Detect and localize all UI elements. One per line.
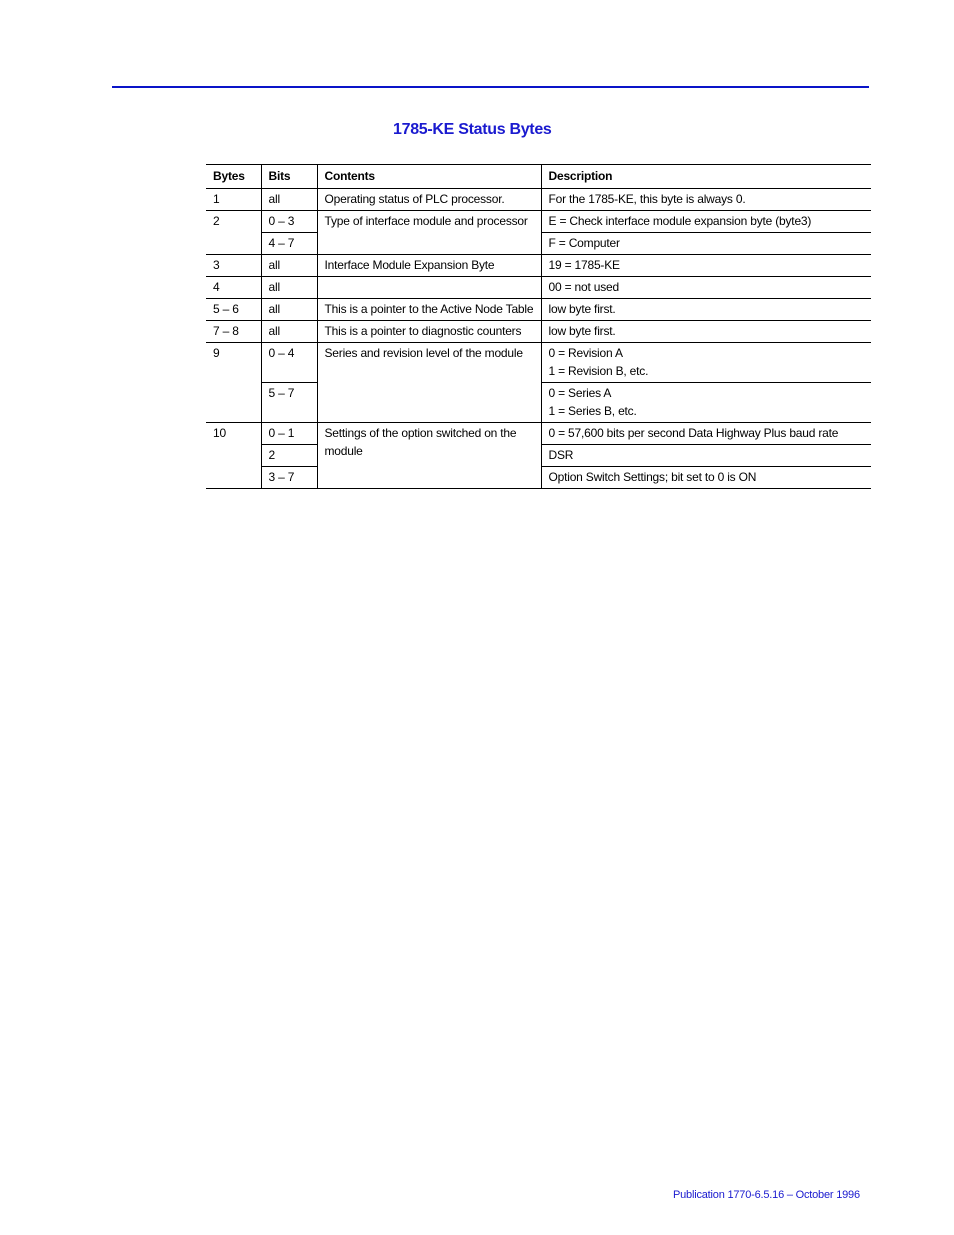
- status-bytes-table: [206, 164, 871, 489]
- header-rule: [112, 86, 869, 88]
- cell-contents: Type of interface module and processor: [317, 211, 541, 255]
- description-line: 0 = Series A: [548, 386, 612, 400]
- cell-contents: Interface Module Expansion Byte: [317, 255, 541, 277]
- cell-description: Option Switch Settings; bit set to 0 is ON: [541, 467, 871, 489]
- cell-contents: Operating status of PLC processor.: [317, 189, 541, 211]
- description-line: 0 = Revision A: [548, 346, 623, 360]
- table-header-row: [206, 165, 871, 189]
- cell-bits: 0 – 4: [261, 343, 317, 383]
- cell-contents: This is a pointer to the Active Node Table: [317, 299, 541, 321]
- cell-description: low byte first.: [541, 321, 871, 343]
- cell-bytes: 3: [206, 255, 261, 277]
- publication-footer: Publication 1770-6.5.16 – October 1996: [673, 1189, 860, 1201]
- cell-description: E = Check interface module expansion byte (byte3): [541, 211, 871, 233]
- cell-bits: all: [261, 277, 317, 299]
- cell-bits: all: [261, 299, 317, 321]
- cell-description: 0 = 57,600 bits per second Data Highway Plus baud rate: [541, 423, 871, 445]
- cell-description: 00 = not used: [541, 277, 871, 299]
- cell-description: [541, 383, 871, 423]
- cell-description: DSR: [541, 445, 871, 467]
- cell-description: F = Computer: [541, 233, 871, 255]
- cell-contents: Series and revision level of the module: [317, 343, 541, 423]
- cell-bytes: 2: [206, 211, 261, 255]
- table-row: [206, 255, 871, 277]
- cell-contents: [317, 277, 541, 299]
- cell-bytes: 4: [206, 277, 261, 299]
- table-row: [206, 423, 871, 445]
- cell-bits: all: [261, 189, 317, 211]
- cell-bytes: 5 – 6: [206, 299, 261, 321]
- cell-bits: 5 – 7: [261, 383, 317, 423]
- cell-bits: 3 – 7: [261, 467, 317, 489]
- description-line: 1 = Series B, etc.: [548, 404, 637, 418]
- table-row: [206, 343, 871, 383]
- cell-description: 19 = 1785-KE: [541, 255, 871, 277]
- cell-bytes: 7 – 8: [206, 321, 261, 343]
- header-description: Description: [541, 165, 871, 189]
- table-row: [206, 211, 871, 233]
- cell-bits: 0 – 1: [261, 423, 317, 445]
- table-row: [206, 321, 871, 343]
- cell-description: For the 1785-KE, this byte is always 0.: [541, 189, 871, 211]
- cell-bits: 4 – 7: [261, 233, 317, 255]
- section-title: 1785-KE Status Bytes: [393, 121, 552, 138]
- cell-bits: 2: [261, 445, 317, 467]
- table-row: [206, 299, 871, 321]
- cell-contents: Settings of the option switched on the module: [317, 423, 541, 489]
- header-bytes: Bytes: [206, 165, 261, 189]
- cell-bits: all: [261, 321, 317, 343]
- cell-description: [541, 343, 871, 383]
- header-bits: Bits: [261, 165, 317, 189]
- cell-description: low byte first.: [541, 299, 871, 321]
- header-contents: Contents: [317, 165, 541, 189]
- cell-bytes: 1: [206, 189, 261, 211]
- table-row: [206, 277, 871, 299]
- description-line: 1 = Revision B, etc.: [548, 364, 649, 378]
- cell-bits: 0 – 3: [261, 211, 317, 233]
- cell-bytes: 9: [206, 343, 261, 423]
- table-row: [206, 189, 871, 211]
- cell-bytes: 10: [206, 423, 261, 489]
- cell-contents: This is a pointer to diagnostic counters: [317, 321, 541, 343]
- cell-bits: all: [261, 255, 317, 277]
